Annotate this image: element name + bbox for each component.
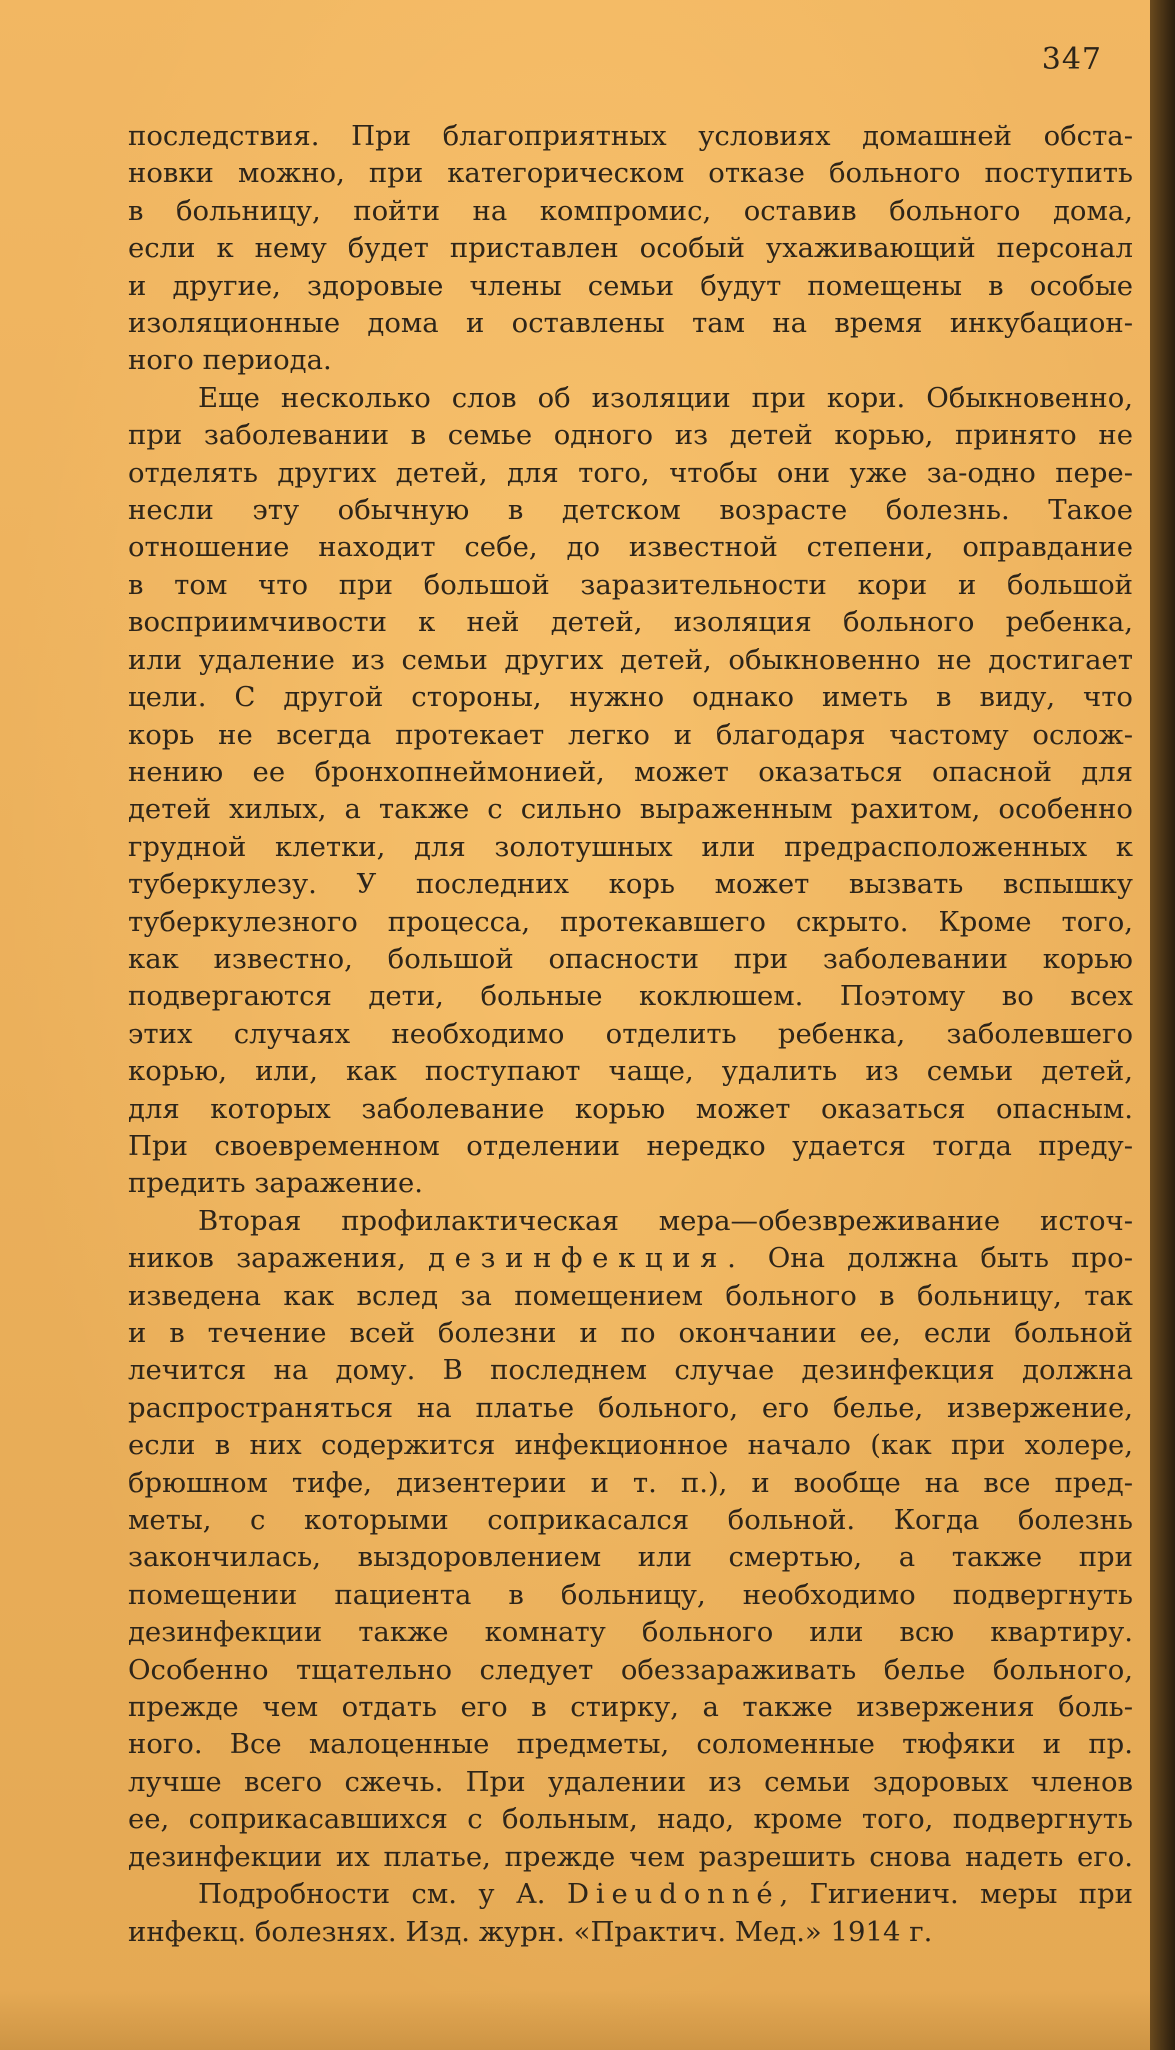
- text-line: дезинфекции их платье, прежде чем разрешить снова надеть его.: [128, 1840, 1133, 1873]
- text-fragment: Она должна быть про-: [745, 1242, 1133, 1275]
- text-line: восприимчивости к ней детей, изоляция больного ребенка,: [128, 606, 1133, 639]
- paragraph-isolation-home: [128, 118, 1133, 380]
- paragraph-disinfection: [128, 1203, 1133, 1876]
- text-line: брюшном тифе, дизентерии и т. п.), и вообще на все пред-: [128, 1466, 1133, 1499]
- text-line: изведена как вслед за помещением больного в больницу, так: [128, 1279, 1133, 1312]
- text-fragment: Подробности см. у А.: [198, 1878, 567, 1911]
- text-line: и другие, здоровые члены семьи будут помещены в особые: [128, 269, 1133, 302]
- text-line: помещении пациента в больницу, необходимо подвергнуть: [128, 1578, 1133, 1611]
- text-line: распространяться на платье больного, его белье, извержение,: [128, 1391, 1133, 1424]
- text-line: подвергаются дети, больные коклюшем. Поэтому во всех: [128, 980, 1133, 1013]
- page-number: 347: [1041, 42, 1102, 77]
- text-line: и в течение всей болезни и по окончании ее, если больной: [128, 1317, 1133, 1349]
- text-line: в том что при большой заразительности кори и большой: [128, 568, 1133, 601]
- text-line: отношение находит себе, до известной степени, оправдание: [128, 531, 1133, 564]
- text-line: для которых заболевание корью может оказаться опасным.: [128, 1092, 1133, 1125]
- text-line: дезинфекции также комнату больного или всю квартиру.: [128, 1616, 1133, 1649]
- text-line: лечится на дому. В последнем случае дезинфекция должна: [128, 1354, 1133, 1387]
- text-line: цели. С другой стороны, нужно однако иметь в виду, что: [128, 681, 1133, 714]
- text-line: туберкулезу. У последних корь может вызвать вспышку: [128, 868, 1133, 901]
- text-line: меты, с которыми соприкасался больной. Когда болезнь: [128, 1504, 1133, 1537]
- text-line: грудной клетки, для золотушных или предрасположенных к: [128, 830, 1133, 863]
- text-line: или удаление из семьи других детей, обыкновенно не достигает: [128, 643, 1133, 676]
- text-line: отделять других детей, для того, чтобы они уже за-одно пере-: [128, 456, 1133, 489]
- text-line: несли эту обычную в детском возрасте болезнь. Такое: [128, 494, 1133, 527]
- author-name: Dieudonné: [566, 1878, 780, 1911]
- text-line: этих случаях необходимо отделить ребенка, заболевшего: [128, 1017, 1133, 1050]
- text-fragment: , Гигиенич. меры при: [779, 1878, 1134, 1911]
- text-line: корью, или, как поступают чаще, удалить из семьи детей,: [128, 1055, 1133, 1088]
- text-line: лучше всего сжечь. При удалении из семьи здоровых членов: [128, 1765, 1133, 1798]
- text-line: если в них содержится инфекционное начало (как при холере,: [128, 1429, 1133, 1462]
- text-line: корь не всегда протекает легко и благодаря частому ослож-: [128, 718, 1133, 751]
- text-line: предить заражение.: [128, 1167, 424, 1200]
- text-line: в больницу, пойти на компромис, оставив больного дома,: [128, 194, 1133, 227]
- text-line: ее, соприкасавшихся с больным, надо, кроме того, подвергнуть: [128, 1803, 1133, 1836]
- text-line: новки можно, при категорическом отказе больного поступить: [128, 157, 1133, 190]
- text-line: ного периода.: [128, 344, 332, 377]
- text-line: последствия. При благоприятных условиях домашней обста-: [128, 120, 1133, 152]
- text-line: [128, 1240, 1133, 1277]
- text-line: как известно, большой опасности при заболевании корью: [128, 942, 1133, 975]
- paragraph-measles-isolation: [128, 380, 1133, 1203]
- text-fragment: ников заражения,: [128, 1242, 429, 1275]
- text-line: прежде чем отдать его в стирку, а также извержения боль-: [128, 1691, 1133, 1724]
- text-line: ного. Все малоценные предметы, соломенные тюфяки и пр.: [128, 1728, 1133, 1761]
- text-line: детей хилых, а также с сильно выраженным рахитом, особенно: [128, 793, 1133, 826]
- text-line: изоляционные дома и оставлены там на время инкубацион-: [128, 307, 1133, 340]
- text-line: туберкулезного процесса, протекавшего скрыто. Кроме того,: [128, 905, 1133, 938]
- page-text: [128, 118, 1133, 1951]
- text-line: Особенно тщательно следует обеззараживать белье больного,: [128, 1653, 1133, 1686]
- text-line: Вторая профилактическая мера—обезвреживание источ-: [198, 1204, 1133, 1237]
- text-line: [128, 1876, 1133, 1913]
- text-line: Еще несколько слов об изоляции при кори. Обыкновенно,: [198, 381, 1133, 414]
- text-line: при заболевании в семье одного из детей корью, принято не: [128, 419, 1133, 452]
- text-line: нению ее бронхопнеймонией, может оказаться опасной для: [128, 755, 1133, 788]
- text-line: инфекц. болезнях. Изд. журн. «Практич. Мед.» 1914 г.: [128, 1915, 933, 1948]
- emphasized-term: дезинфекция.: [428, 1242, 746, 1275]
- paragraph-reference: [128, 1876, 1133, 1951]
- book-edge: [1150, 0, 1175, 2050]
- text-line: При своевременном отделении нередко удается тогда преду-: [128, 1129, 1133, 1162]
- text-line: если к нему будет приставлен особый ухаживающий персонал: [128, 232, 1133, 265]
- text-line: закончилась, выздоровлением или смертью, а также при: [128, 1541, 1133, 1574]
- page-bottom-shadow: [0, 1990, 1150, 2050]
